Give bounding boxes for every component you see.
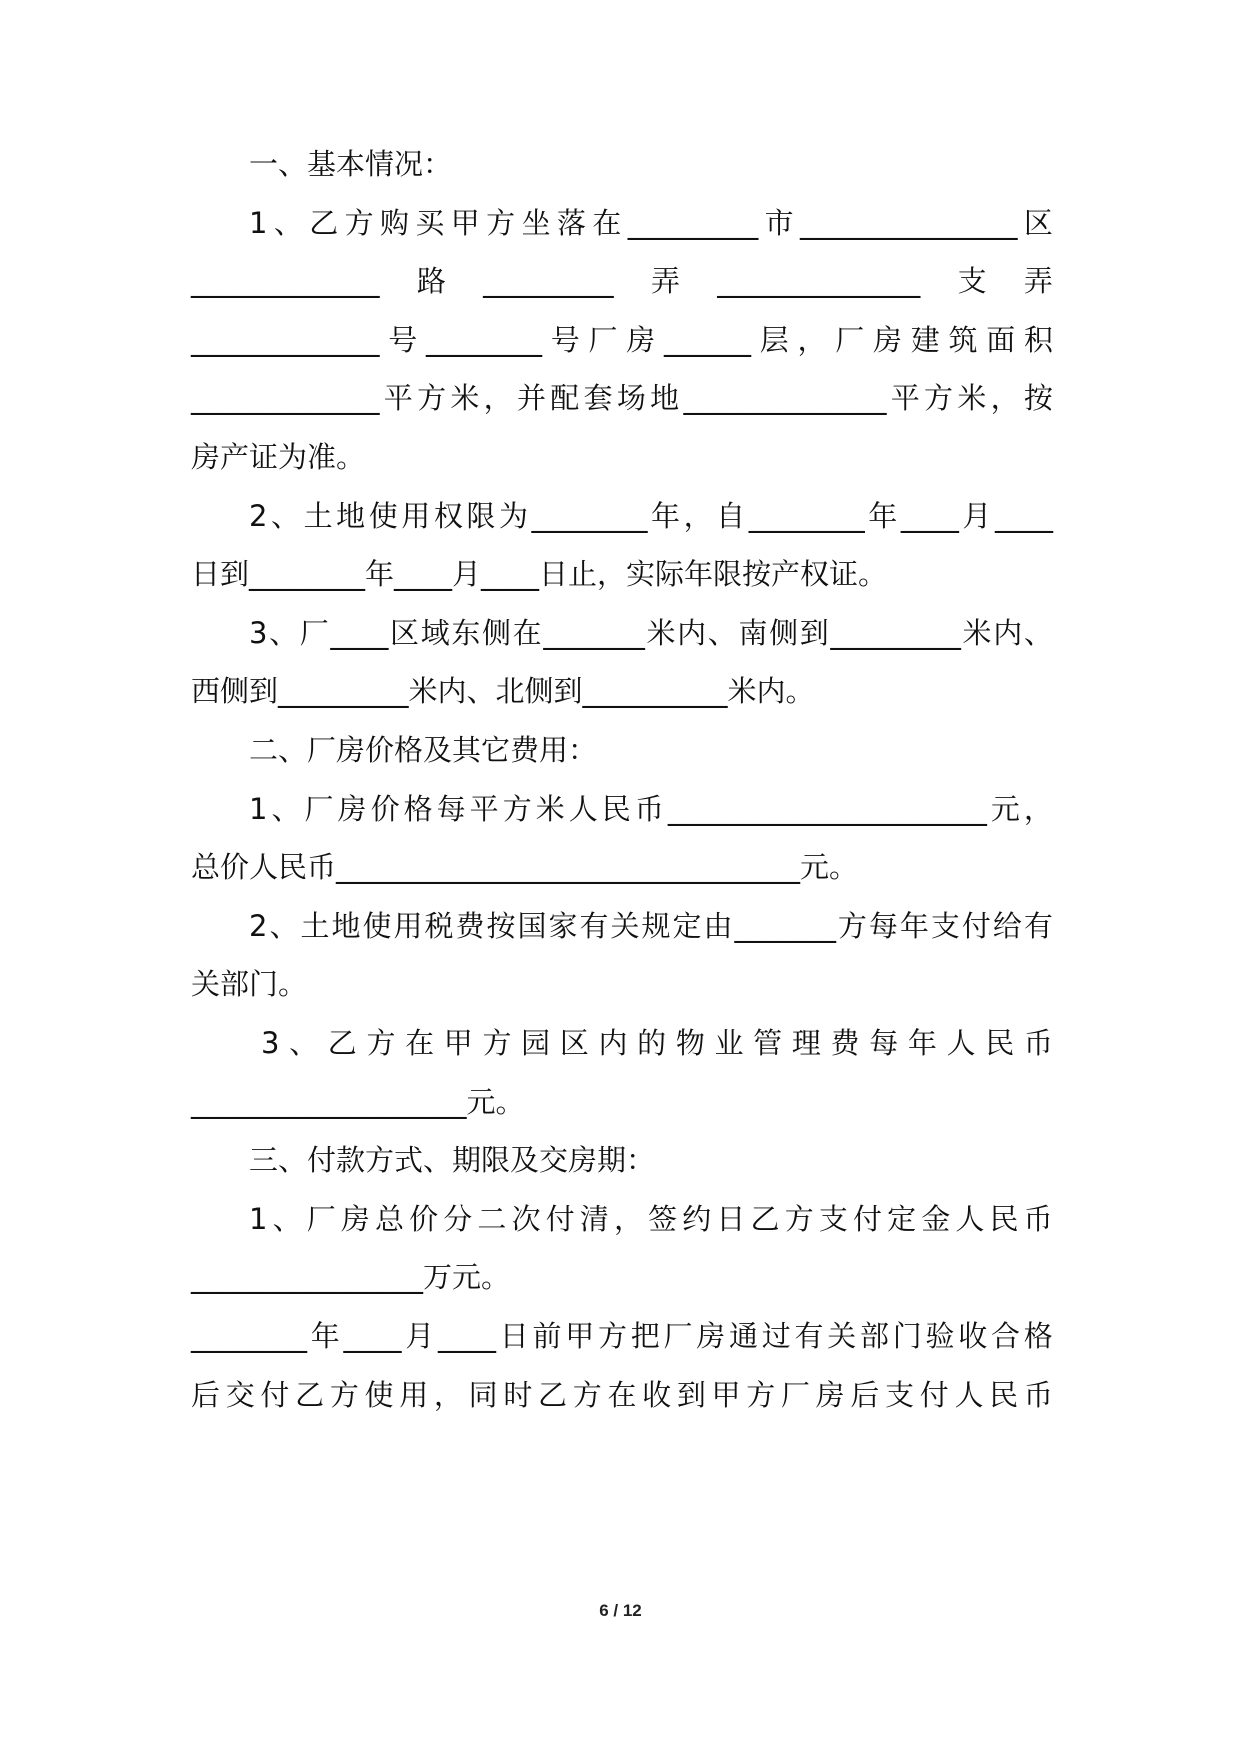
text-char: 家 [548, 908, 578, 943]
text-char: 平 [383, 381, 413, 416]
text-char: 月 [962, 498, 992, 533]
text-char: 、 [269, 908, 299, 943]
text-char: 厂 [780, 1377, 810, 1412]
text-char: 2 [249, 498, 268, 533]
text-char: 国 [517, 908, 547, 943]
text-char: 乙 [538, 1377, 568, 1412]
text-char: 后 [850, 1377, 880, 1412]
text-char: 年 [899, 908, 929, 943]
text-char: 支 [930, 908, 960, 943]
text-char: 方 [502, 791, 532, 826]
text-line: 日到________年____月____日止，实际年限按产权证。 [191, 557, 888, 592]
text-char: 方 [329, 1377, 359, 1412]
text-char: 民 [601, 791, 631, 826]
text-char: 坐 [521, 205, 551, 240]
blank-field: _________ [627, 205, 759, 240]
blank-field: ____ [994, 498, 1053, 533]
text-char: 、 [271, 498, 301, 533]
blank-field: _________ [830, 615, 961, 650]
text-char: 理 [791, 1026, 821, 1060]
text-char: 每 [436, 791, 466, 826]
text-char: 号 [388, 322, 418, 357]
text-char: 方 [366, 1026, 396, 1060]
text-char: 把 [630, 1319, 660, 1353]
text-char: ， [433, 1377, 463, 1412]
text-char: 落 [556, 205, 586, 240]
text-line: 三、付款方式、期限及交房期： [249, 1143, 656, 1178]
text-line [249, 610, 1053, 656]
text-char: 的 [637, 1026, 667, 1060]
page-number: 6 / 12 [599, 1601, 642, 1620]
text-char: 权 [433, 498, 463, 533]
text-line [249, 1196, 1053, 1242]
text-char: 付 [961, 908, 991, 943]
text-char: 使 [362, 908, 392, 943]
text-char: 民 [989, 1201, 1019, 1236]
text-line: 二、厂房价格及其它费用： [249, 733, 598, 767]
text-char: 米 [535, 791, 565, 826]
blank-field: ______ [663, 322, 751, 357]
text-char: 弄 [650, 264, 680, 299]
text-char: 在 [592, 205, 622, 240]
text-char: 乙 [327, 1026, 357, 1060]
text-char: 内 [598, 1026, 628, 1060]
text-line: 关部门。 [191, 967, 308, 1002]
text-char: 在 [512, 615, 542, 650]
blank-field: _______ [543, 615, 645, 650]
text-char: 房 [872, 322, 902, 357]
text-char: 日 [716, 1201, 746, 1236]
text-line: ________________万元。 [191, 1260, 511, 1295]
text-char: 方 [924, 381, 954, 416]
text-char: 限 [466, 498, 496, 533]
text-char: 区 [559, 1026, 589, 1060]
text-char: 交 [225, 1377, 255, 1412]
text-char: 积 [1023, 322, 1053, 357]
text-char: 同 [468, 1377, 498, 1412]
text-char: 约 [682, 1201, 712, 1236]
text-char: 3 [249, 615, 268, 650]
blank-field: _______________ [800, 205, 1018, 240]
text-char: 配 [550, 381, 580, 416]
text-char: 厂 [306, 1201, 336, 1236]
text-char: 定 [887, 1201, 917, 1236]
blank-field: _____________ [191, 322, 380, 357]
text-char: 地 [336, 498, 366, 533]
text-char: ， [483, 381, 513, 416]
text-char: 费 [830, 1026, 860, 1060]
text-char: 收 [958, 1319, 988, 1353]
text-char: 、 [272, 1201, 302, 1236]
text-char: 支 [957, 264, 987, 299]
text-char: 月 [405, 1319, 435, 1353]
text-char: 房 [337, 791, 367, 826]
text-char: 方 [486, 205, 516, 240]
text-char: 甲 [450, 205, 480, 240]
text-char: 支 [885, 1377, 915, 1412]
text-char: 区 [390, 615, 420, 650]
text-char: 支 [818, 1201, 848, 1236]
text-char: 年 [310, 1319, 340, 1353]
text-char: 每 [869, 1026, 899, 1060]
text-char: ， [797, 322, 827, 357]
text-char: 路 [416, 264, 446, 299]
text-line [249, 786, 1053, 832]
text-char: 在 [607, 1377, 637, 1412]
text-char: 日 [499, 1319, 529, 1353]
text-char: 二 [477, 1201, 507, 1236]
blank-field: ________ [531, 498, 648, 533]
text-char: 自 [716, 498, 746, 533]
text-char: ， [1023, 791, 1053, 826]
text-char: 由 [703, 908, 733, 943]
text-char: 规 [641, 908, 671, 943]
blank-field: ________ [425, 322, 542, 357]
blank-field: ______________________ [667, 791, 987, 826]
blank-field: ____ [900, 498, 959, 533]
text-char: 合 [990, 1319, 1020, 1353]
text-char: 方 [597, 1319, 627, 1353]
text-char: 方 [572, 1377, 602, 1412]
blank-field: _____________ [191, 381, 380, 416]
text-char: 用 [401, 498, 431, 533]
text-char: 时 [503, 1377, 533, 1412]
text-char: 、 [1023, 615, 1053, 650]
text-char: 土 [303, 498, 333, 533]
text-char: 按 [486, 908, 516, 943]
text-char: 用 [399, 1377, 429, 1412]
text-char: 关 [827, 1319, 857, 1353]
text-char: 侧 [769, 615, 799, 650]
text-char: 在 [405, 1026, 435, 1060]
text-char: 通 [728, 1319, 758, 1353]
text-char: 格 [1023, 1319, 1053, 1353]
text-char: 金 [921, 1201, 951, 1236]
text-char: 房 [626, 322, 656, 357]
text-char: 厂 [299, 615, 329, 650]
text-char: 民 [989, 1377, 1019, 1412]
text-line [191, 1372, 1053, 1418]
text-char: 价 [370, 791, 400, 826]
text-char: 地 [650, 381, 680, 416]
text-line: 一、基本情况： [249, 147, 453, 181]
text-char: 次 [511, 1201, 541, 1236]
text-char: 米 [450, 381, 480, 416]
text-char: 南 [738, 615, 768, 650]
text-char: 并 [516, 381, 546, 416]
text-char: 厂 [304, 791, 334, 826]
text-char: 场 [616, 381, 646, 416]
text-char: 人 [946, 1026, 976, 1060]
text-char: 地 [331, 908, 361, 943]
text-char: 买 [415, 205, 445, 240]
text-char: 米 [646, 615, 676, 650]
text-char: 区 [1023, 205, 1053, 240]
blank-field: ______________ [717, 264, 921, 299]
text-char: 层 [759, 322, 789, 357]
text-char: 甲 [565, 1319, 595, 1353]
text-char: 每 [868, 908, 898, 943]
text-char: 人 [954, 1377, 984, 1412]
text-line [191, 258, 1053, 304]
text-char: 为 [498, 498, 528, 533]
text-char: 年 [907, 1026, 937, 1060]
text-char: 定 [672, 908, 702, 943]
text-char: 关 [610, 908, 640, 943]
text-char: 清 [579, 1201, 609, 1236]
blank-field: ________ [191, 1319, 307, 1353]
text-char: 付 [545, 1201, 575, 1236]
text-char: 域 [420, 615, 450, 650]
text-char: 方 [344, 205, 374, 240]
text-char: 物 [675, 1026, 705, 1060]
text-char: 、 [289, 1026, 319, 1060]
blank-field: _______ [734, 908, 836, 943]
blank-field: ____ [343, 1319, 402, 1353]
text-char: 币 [1023, 1201, 1053, 1236]
blank-field: _____________ [191, 264, 380, 299]
text-char: ， [613, 1201, 643, 1236]
text-char: 用 [393, 908, 423, 943]
text-char: 厂 [663, 1319, 693, 1353]
text-char: 厂 [588, 322, 618, 357]
text-char: 有 [794, 1319, 824, 1353]
text-char: 套 [583, 381, 613, 416]
text-char: 弄 [1023, 264, 1053, 299]
text-char: 年 [868, 498, 898, 533]
text-char: 侧 [482, 615, 512, 650]
text-char: 房 [815, 1377, 845, 1412]
text-char: 价 [409, 1201, 439, 1236]
text-char: 过 [761, 1319, 791, 1353]
text-line: ___________________元。 [191, 1084, 525, 1119]
text-char: ， [683, 498, 713, 533]
text-char: 、 [271, 791, 301, 826]
text-char: 厂 [835, 322, 865, 357]
text-line [261, 1020, 1053, 1066]
text-char: 方 [417, 381, 447, 416]
text-char: 平 [469, 791, 499, 826]
text-char: 乙 [750, 1201, 780, 1236]
text-char: 民 [985, 1026, 1015, 1060]
text-char: 面 [986, 322, 1016, 357]
text-char: 签 [648, 1201, 678, 1236]
text-char: 购 [380, 205, 410, 240]
blank-field: ______________ [683, 381, 887, 416]
text-char: 部 [859, 1319, 889, 1353]
blank-field: ________ [748, 498, 865, 533]
text-char: 年 [651, 498, 681, 533]
text-char: 乙 [295, 1377, 325, 1412]
text-char: 门 [892, 1319, 922, 1353]
text-char: 内 [677, 615, 707, 650]
text-char: 后 [191, 1377, 221, 1412]
text-char: ， [990, 381, 1020, 416]
text-char: 人 [568, 791, 598, 826]
text-char: 给 [992, 908, 1022, 943]
text-char: 园 [521, 1026, 551, 1060]
text-char: 3 [261, 1026, 280, 1060]
blank-field: ____ [330, 615, 389, 650]
text-char: 米 [957, 381, 987, 416]
text-char: 内 [993, 615, 1023, 650]
text-line [249, 493, 1053, 539]
text-char: 元 [990, 791, 1020, 826]
text-char: 房 [340, 1201, 370, 1236]
text-char: 业 [714, 1026, 744, 1060]
text-char: 1 [249, 791, 268, 826]
text-char: 收 [642, 1377, 672, 1412]
text-line [191, 1313, 1053, 1359]
text-line [249, 200, 1053, 246]
text-char: 方 [837, 908, 867, 943]
text-char: 到 [799, 615, 829, 650]
text-char: 付 [919, 1377, 949, 1412]
text-char: 方 [784, 1201, 814, 1236]
text-line [191, 375, 1053, 421]
text-line [249, 903, 1053, 949]
text-char: 使 [364, 1377, 394, 1412]
text-char: 房 [696, 1319, 726, 1353]
text-char: 到 [676, 1377, 706, 1412]
text-char: 管 [753, 1026, 783, 1060]
text-char: 税 [424, 908, 454, 943]
text-char: 按 [1023, 381, 1053, 416]
text-char: 乙 [309, 205, 339, 240]
text-char: 土 [300, 908, 330, 943]
text-char: 前 [532, 1319, 562, 1353]
text-char: 币 [1023, 1026, 1053, 1060]
text-char: 方 [746, 1377, 776, 1412]
text-char: 总 [375, 1201, 405, 1236]
text-line: 总价人民币________________________________元。 [191, 850, 859, 885]
text-char: 平 [890, 381, 920, 416]
text-char: 1 [249, 1201, 268, 1236]
text-char: 格 [403, 791, 433, 826]
text-char: 、 [269, 615, 299, 650]
text-char: 米 [962, 615, 992, 650]
text-char: 验 [925, 1319, 955, 1353]
text-char: 币 [1023, 1377, 1053, 1412]
text-char: 方 [482, 1026, 512, 1060]
text-char: 2 [249, 908, 268, 943]
text-char: 、 [273, 205, 303, 240]
text-char: 建 [910, 322, 940, 357]
text-char: 付 [852, 1201, 882, 1236]
text-char: 使 [368, 498, 398, 533]
text-char: 有 [1023, 908, 1053, 943]
text-char: 东 [451, 615, 481, 650]
text-char: 分 [443, 1201, 473, 1236]
blank-field: ____ [437, 1319, 496, 1353]
text-char: 、 [707, 615, 737, 650]
text-char: 号 [550, 322, 580, 357]
text-char: 筑 [948, 322, 978, 357]
text-char: 人 [955, 1201, 985, 1236]
text-char: 甲 [711, 1377, 741, 1412]
text-char: 费 [455, 908, 485, 943]
text-char: 有 [579, 908, 609, 943]
text-char: 甲 [443, 1026, 473, 1060]
text-char: 付 [260, 1377, 290, 1412]
blank-field: _________ [483, 264, 614, 299]
text-line: 房产证为准。 [191, 440, 366, 474]
text-char: 币 [634, 791, 664, 826]
text-line: 西侧到_________米内、北侧到__________米内。 [191, 674, 815, 709]
text-line [191, 317, 1053, 363]
text-char: 1 [249, 205, 268, 240]
text-char: 市 [764, 205, 794, 240]
